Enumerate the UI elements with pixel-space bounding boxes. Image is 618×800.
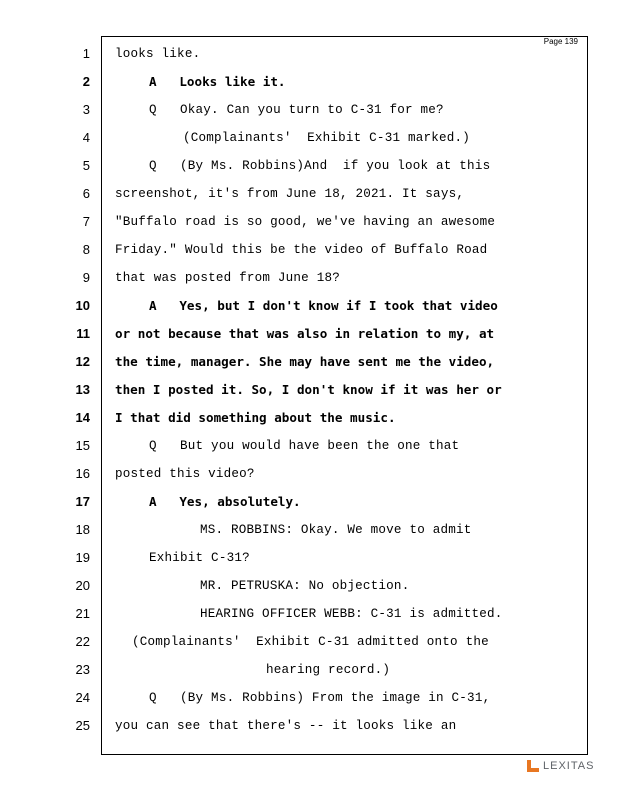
line-number: 18 bbox=[75, 522, 90, 537]
transcript-line: Q (By Ms. Robbins)And if you look at this bbox=[149, 159, 491, 173]
line-number: 20 bbox=[75, 578, 90, 593]
line-number: 1 bbox=[82, 46, 90, 61]
transcript-line: you can see that there's -- it looks like an bbox=[115, 719, 457, 733]
transcript-line: A Looks like it. bbox=[149, 74, 286, 89]
line-number: 12 bbox=[75, 354, 90, 369]
transcript-line: hearing record.) bbox=[266, 663, 391, 677]
line-number: 19 bbox=[75, 550, 90, 565]
lexitas-logo-text: LEXITAS bbox=[543, 760, 595, 772]
transcript-line: (Complainants' Exhibit C-31 admitted onto the bbox=[132, 635, 489, 649]
line-number: 9 bbox=[82, 270, 90, 285]
line-number: 11 bbox=[76, 326, 90, 341]
line-number: 13 bbox=[75, 382, 90, 397]
transcript-line: Q (By Ms. Robbins) From the image in C-31, bbox=[149, 691, 491, 705]
transcript-line: looks like. bbox=[115, 47, 201, 61]
line-number: 14 bbox=[75, 410, 90, 425]
line-number: 25 bbox=[75, 718, 90, 733]
line-number: 22 bbox=[75, 634, 90, 649]
transcript-line: "Buffalo road is so good, we've having an awesome bbox=[115, 215, 496, 229]
transcript-line: or not because that was also in relation to my, at bbox=[115, 326, 495, 341]
line-number: 5 bbox=[82, 158, 90, 173]
transcript-line: A Yes, absolutely. bbox=[149, 494, 301, 509]
transcript-line: HEARING OFFICER WEBB: C-31 is admitted. bbox=[200, 607, 503, 621]
transcript-line: Exhibit C-31? bbox=[149, 551, 250, 565]
transcript-line: screenshot, it's from June 18, 2021. It says, bbox=[115, 187, 465, 201]
line-number: 10 bbox=[75, 298, 90, 313]
line-number: 16 bbox=[75, 466, 90, 481]
line-number: 21 bbox=[75, 606, 90, 621]
transcript-line: then I posted it. So, I don't know if it was her or bbox=[115, 382, 502, 397]
line-number: 6 bbox=[82, 186, 90, 201]
transcript-line: Friday." Would this be the video of Buffalo Road bbox=[115, 243, 488, 257]
transcript-line: MS. ROBBINS: Okay. We move to admit bbox=[200, 523, 472, 537]
transcript-line: posted this video? bbox=[115, 467, 255, 481]
line-number: 23 bbox=[75, 662, 90, 677]
line-number: 8 bbox=[82, 242, 90, 257]
transcript-line: (Complainants' Exhibit C-31 marked.) bbox=[183, 131, 471, 145]
line-number: 3 bbox=[82, 102, 90, 117]
transcript-line: the time, manager. She may have sent me the video, bbox=[115, 354, 495, 369]
transcript-line: MR. PETRUSKA: No objection. bbox=[200, 579, 410, 593]
transcript-line: that was posted from June 18? bbox=[115, 271, 340, 285]
line-number: 2 bbox=[82, 74, 90, 89]
lexitas-logo-icon bbox=[526, 759, 540, 773]
transcript-line: Q Okay. Can you turn to C-31 for me? bbox=[149, 103, 444, 117]
line-number: 4 bbox=[82, 130, 90, 145]
transcript-line: I that did something about the music. bbox=[115, 410, 396, 425]
line-number: 15 bbox=[75, 438, 90, 453]
lexitas-logo bbox=[526, 757, 594, 775]
transcript-line: A Yes, but I don't know if I took that video bbox=[149, 298, 498, 313]
page-number: Page 139 bbox=[543, 37, 578, 46]
transcript-line: Q But you would have been the one that bbox=[149, 439, 460, 453]
line-number: 24 bbox=[75, 690, 90, 705]
line-number: 7 bbox=[82, 214, 90, 229]
line-number: 17 bbox=[75, 494, 90, 509]
